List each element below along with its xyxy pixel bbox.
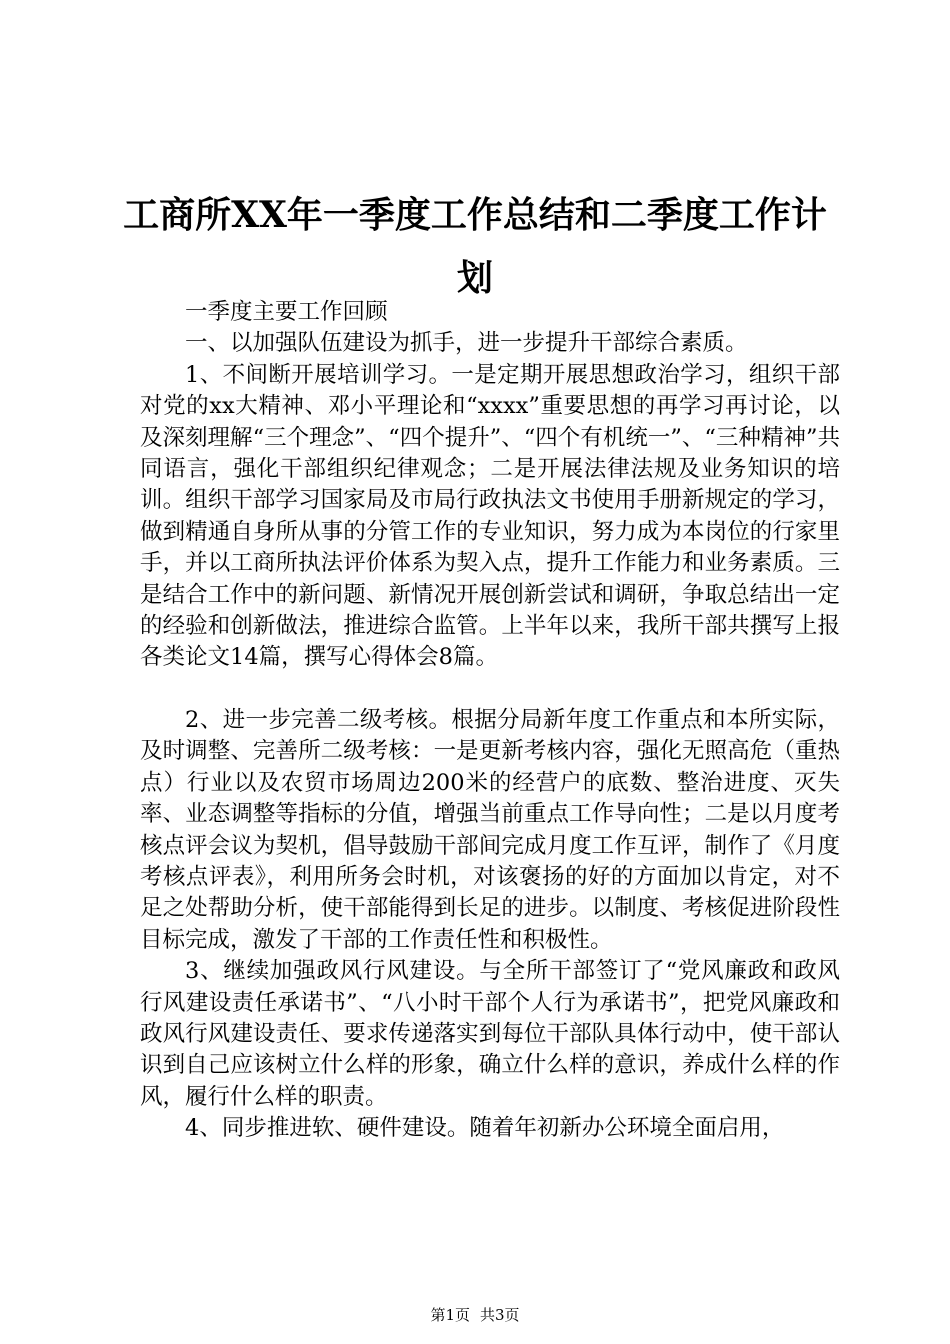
document-body bbox=[140, 297, 840, 1145]
paragraph-construction: 4、同步推进软、硬件建设。随着年初新办公环境全面启用， bbox=[185, 1115, 785, 1142]
page-footer bbox=[0, 1305, 950, 1325]
document-title: 工商所XX年一季度工作总结和二季度工作计划 bbox=[123, 194, 827, 299]
subsection-heading: 一、以加强队伍建设为抓手，进一步提升干部综合素质。 bbox=[185, 330, 748, 357]
page-total: 共3页 bbox=[480, 1306, 520, 1324]
section-heading: 一季度主要工作回顾 bbox=[185, 299, 388, 325]
page-number: 第1页 bbox=[430, 1306, 470, 1324]
paragraph-conduct: 3、继续加强政风行风建设。与全所干部签订了“党风廉政和政风行风建设责任承诺书”、“八小时干部个人行为承诺书”，把党风廉政和政风行风建设责任、要求传递落实到每位干部队具体行动中，使干部认识到自己应该树立什么样的形象，确立什么样的意识，养成什么样的作风，履行什么样的职责。 bbox=[140, 958, 840, 1110]
paragraph-assessment: 2、进一步完善二级考核。根据分局新年度工作重点和本所实际，及时调整、完善所二级考核：一是更新考核内容，强化无照高危（重热点）行业以及农贸市场周边200米的经营户的底数、整治进度、灭失率、业态调整等指标的分值，增强当前重点工作导向性；二是以月度考核点评会议为契机，倡导鼓励干部间完成月度工作互评，制作了《月度考核点评表》，利用所务会时机，对该褒扬的好的方面加以肯定，对不足之处帮助分析，使干部能得到长足的进步。以制度、考核促进阶段性目标完成，激发了干部的工作责任性和积极性。 bbox=[140, 706, 840, 953]
paragraph-training: 1、不间断开展培训学习。一是定期开展思想政治学习，组织干部对党的xx大精神、邓小平理论和“xxxx”重要思想的再学习再讨论，以及深刻理解“三个理念”、“四个提升”、“四个有机统一”、“三种精神”共同语言，强化干部组织纪律观念；二是开展法律法规及业务知识的培训。组织干部学习国家局及市局行政执法文书使用手册新规定的学习，做到精通自身所从事的分管工作的专业知识，努力成为本岗位的行家里手，并以工商所执法评价体系为契入点，提升工作能力和业务素质。三是结合工作中的新问题、新情况开展创新尝试和调研，争取总结出一定的经验和创新做法，推进综合监管。上半年以来，我所干部共撰写上报各类论文14篇，撰写心得体会8篇。 bbox=[140, 361, 840, 671]
